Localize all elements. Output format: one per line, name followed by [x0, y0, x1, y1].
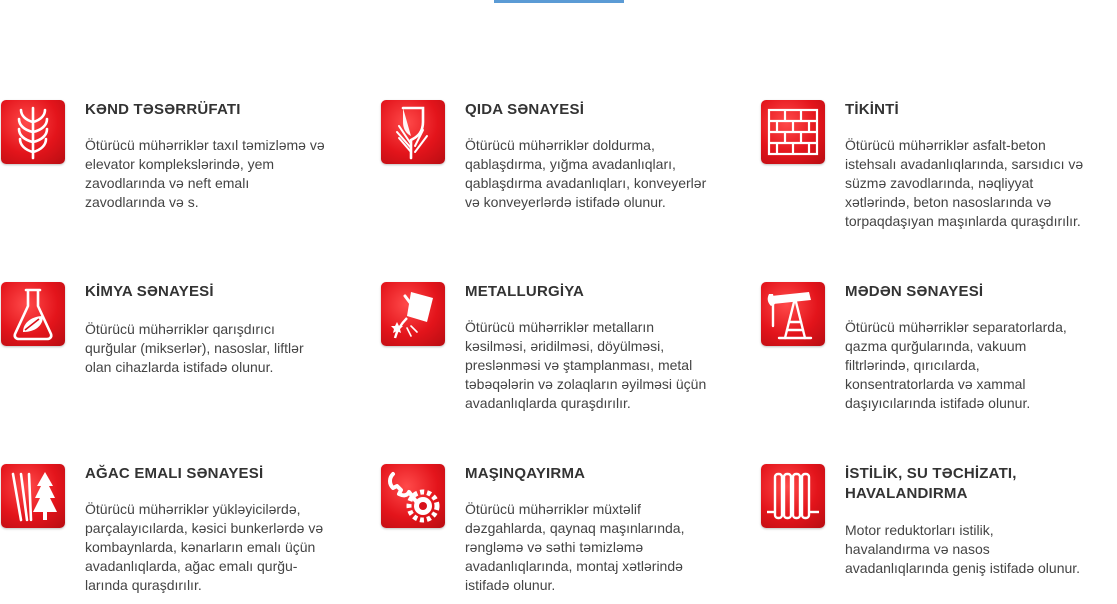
tile-description: Ötürücü mühərriklər doldurma, qablaşdırma, yığma avadanlıqları, qablaşdırma avadanlıqları, konveyerlər və konveyerlərdə istifadə olunur.	[465, 137, 707, 210]
top-accent-bar	[494, 0, 624, 3]
tile-title: AĞAC EMALI SƏNAYESİ	[85, 465, 264, 482]
tile-heating-water-ventilation[interactable]	[761, 464, 1117, 599]
tile-description: Ötürücü mühərriklər müxtəlif dəzgahlarda, qaynaq maşınlarında, rəngləmə və səthi təmizləmə avadanlıqlarında, montaj xətlərində istifadə olunur.	[465, 501, 685, 593]
flask-leaf-icon	[1, 282, 65, 346]
timber-tree-icon	[1, 464, 65, 528]
tile-description: Ötürücü mühərriklər qarışdırıcı qurğular (mikserlər), nasoslar, liftlər olan cihazlarda istifadə olunur.	[85, 321, 304, 375]
oil-pump-icon	[761, 282, 825, 346]
tile-title: MƏDƏN SƏNAYESİ	[845, 283, 984, 300]
tile-food-industry[interactable]	[381, 100, 741, 230]
tile-woodworking-industry[interactable]	[1, 464, 361, 599]
tile-title: MAŞINQAYIRMA	[465, 465, 586, 482]
ladle-icon	[381, 282, 445, 346]
tile-metallurgy[interactable]	[381, 282, 741, 422]
tile-title: TİKİNTİ	[845, 101, 899, 118]
tile-mechanical-engineering[interactable]	[381, 464, 741, 599]
tile-title: İSTİLİK, SU TƏCHİZATI, HAVALANDIRMA	[845, 465, 1017, 502]
wheat-icon	[1, 100, 65, 164]
tile-title: METALLURGİYA	[465, 283, 585, 300]
brick-wall-icon	[761, 100, 825, 164]
tile-construction[interactable]	[761, 100, 1117, 240]
tile-mining-industry[interactable]	[761, 282, 1117, 422]
tile-description: Ötürücü mühərriklər separatorlarda, qazma qurğularında, vakuum filtrlərində, qırıcılarda, konsentratorlarda və xammal daşıyıcılarında istifadə olunur.	[845, 319, 1067, 411]
radiator-icon	[761, 464, 825, 528]
tile-description: Ötürücü mühərriklər yükləyicilərdə, parçalayıcılarda, kəsici bunkerlərdə və kombaynlarda, kənarların emalı üçün avadanlıqlarda, ağac emalı qurğu- larında quraşdırılır.	[85, 501, 324, 593]
tile-description: Ötürücü mühərriklər taxıl təmizləmə və elevator komplekslərində, yem zavodlarında və neft emalı zavodlarında və s.	[85, 137, 325, 210]
grain-sheaf-icon	[381, 100, 445, 164]
tile-description: Ötürücü mühərriklər asfalt-beton istehsalı avadanlıqlarında, sarsıdıcı və süzmə zavodlarında, nəqliyyat xətlərində, beton nasoslarında və torpaqdaşıyan maşınlarda quraşdırılır.	[845, 137, 1084, 229]
tile-chemical-industry[interactable]	[1, 282, 361, 392]
tile-description: Motor reduktorları istilik, havalandırma və nasos avadanlıqlarında geniş istifadə olunur.	[845, 522, 1081, 576]
tile-title: QIDA SƏNAYESİ	[465, 101, 585, 118]
tile-title: KƏND TƏSƏRRÜFATI	[85, 101, 241, 118]
wrench-gear-icon	[381, 464, 445, 528]
tile-agriculture[interactable]	[1, 100, 361, 230]
tile-title: KİMYA SƏNAYESİ	[85, 283, 214, 300]
tile-description: Ötürücü mühərriklər metalların kəsilməsi, əridilməsi, döyülməsi, preslənməsi və ştamplanması, metal təbəqələrin və zolaqların əyilməsi üçün avadanlıqlarda quraşdırılır.	[465, 319, 707, 411]
